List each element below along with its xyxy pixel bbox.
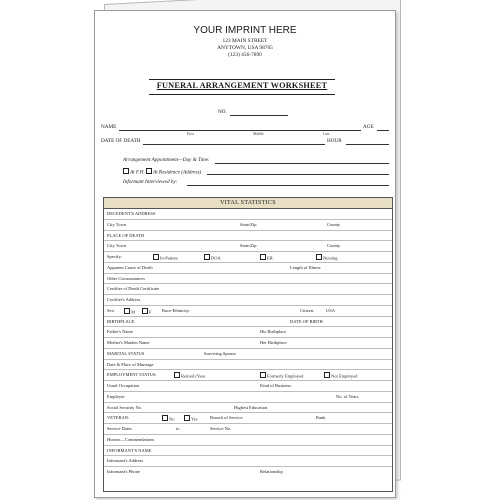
hour-field[interactable] — [346, 144, 389, 145]
decedents-address-label: DECEDENT'S ADDRESS — [107, 211, 156, 216]
form-row[interactable] — [104, 306, 392, 317]
form-title: FUNERAL ARRANGEMENT WORKSHEET — [156, 81, 328, 90]
certifier-label: Certifier of Death Certificate — [107, 286, 160, 292]
nursing-label: Nursing — [323, 255, 338, 261]
city-town-label: City Town — [107, 221, 126, 227]
form-row[interactable] — [104, 327, 392, 338]
date-of-death-label: DATE OF DEATH — [101, 138, 141, 144]
at-residence-label: At Residence (Address) — [153, 169, 202, 176]
form-row[interactable] — [104, 467, 392, 477]
sex-m-option[interactable] — [124, 308, 135, 315]
date-place-marriage-label: Date & Place of Marriage — [107, 361, 154, 367]
veteran-yes-checkbox[interactable] — [184, 415, 190, 421]
state-zip-label: State/Zip — [240, 243, 257, 249]
certifier-address-label: Certifier's Address — [107, 297, 141, 302]
veteran-no-checkbox[interactable] — [162, 415, 168, 421]
doa-option[interactable] — [204, 254, 221, 261]
age-label: AGE — [363, 124, 374, 130]
hour-label: HOUR — [327, 138, 342, 144]
branch-label: Branch of Service — [210, 415, 243, 421]
worksheet-page — [94, 10, 396, 498]
form-row[interactable] — [104, 284, 392, 295]
birthplace-label: BIRTHPLACE — [107, 318, 135, 324]
rank-label: Rank — [316, 415, 326, 421]
surviving-spouse-label: Surviving Spouse — [204, 350, 236, 356]
sex-m-checkbox[interactable] — [124, 308, 130, 314]
nursing-checkbox[interactable] — [316, 254, 322, 260]
form-row[interactable] — [104, 456, 392, 467]
middle-caption: Middle — [253, 132, 264, 136]
imprint-phone: (123) 456-7890 — [228, 52, 262, 58]
last-caption: Last — [323, 132, 330, 136]
employment-status-label: EMPLOYMENT STATUS: — [107, 372, 157, 378]
no-field[interactable] — [230, 115, 288, 116]
retired-checkbox[interactable] — [174, 372, 180, 378]
not-employed-label: Not Employed — [331, 373, 358, 379]
formerly-employed-option[interactable] — [260, 372, 303, 379]
name-field[interactable] — [119, 130, 361, 131]
citizen-value: USA — [326, 307, 336, 313]
city-town-label: City Town — [107, 243, 126, 249]
informants-address-label: Informant's Address — [107, 458, 144, 464]
specify-label: Specify: — [107, 254, 122, 259]
form-row[interactable] — [104, 424, 392, 435]
form-row[interactable] — [104, 392, 392, 403]
to-label: to — [176, 426, 180, 431]
fathers-name-label: Father's Name — [107, 329, 133, 335]
ssn-label: Social Security No. — [107, 404, 143, 410]
arrangement-label: Arrangement Appointment—Day & Time: — [123, 157, 210, 163]
retired-option[interactable] — [174, 372, 205, 379]
inpatient-checkbox[interactable] — [153, 254, 159, 260]
form-row[interactable] — [104, 241, 392, 252]
at-residence-checkbox[interactable] — [146, 168, 152, 174]
at-fh-option[interactable] — [123, 168, 145, 176]
er-option[interactable] — [260, 254, 273, 261]
nursing-option[interactable] — [316, 254, 338, 261]
form-row[interactable] — [104, 274, 392, 285]
not-employed-option[interactable] — [324, 372, 357, 379]
date-of-death-field[interactable] — [143, 144, 325, 145]
doa-checkbox[interactable] — [204, 254, 210, 260]
doa-label: DOA — [211, 255, 221, 261]
imprint-address: 123 MAIN STREET — [222, 38, 268, 44]
at-residence-option[interactable] — [146, 168, 201, 176]
first-caption: First — [187, 132, 194, 136]
highest-education-label: Highest Education — [234, 404, 268, 410]
at-fh-label: At F.H. — [130, 169, 145, 176]
form-row[interactable] — [104, 446, 392, 457]
service-dates-label: Service Dates — [107, 426, 132, 431]
county-label: County — [327, 243, 341, 249]
age-field[interactable] — [377, 130, 389, 131]
sex-m-label: M — [131, 309, 136, 315]
inpatient-option[interactable] — [153, 254, 178, 261]
imprint-city: ANYTOWN, USA 98765 — [217, 45, 273, 51]
his-birthplace-label: His Birthplace — [260, 329, 287, 335]
veteran-yes-option[interactable] — [184, 415, 198, 422]
marital-status-label: MARITAL STATUS — [107, 350, 145, 356]
no-label: NO. — [218, 109, 227, 115]
inpatient-label: In-Patient — [160, 255, 178, 261]
form-row[interactable] — [104, 231, 392, 242]
form-row[interactable] — [104, 209, 392, 220]
er-label: ER — [267, 255, 273, 261]
form-row[interactable] — [104, 252, 392, 263]
form-row[interactable] — [104, 360, 392, 371]
residence-address-field[interactable] — [207, 174, 389, 175]
not-employed-checkbox[interactable] — [324, 372, 330, 378]
form-row[interactable] — [104, 338, 392, 349]
form-row[interactable] — [104, 435, 392, 446]
imprint-name: YOUR IMPRINT HERE — [193, 25, 297, 36]
vital-statistics-section — [103, 197, 393, 492]
at-fh-checkbox[interactable] — [123, 168, 129, 174]
informants-name-label: INFORMANT'S NAME — [107, 447, 152, 453]
service-no-label: Service No. — [210, 426, 232, 431]
sex-label: Sex: — [107, 307, 116, 313]
honors-label: Honors—Commendations — [107, 436, 155, 442]
citizen-label: Citizen: — [300, 307, 315, 313]
form-row[interactable] — [104, 263, 392, 274]
place-of-death-label: PLACE OF DEATH — [107, 232, 145, 238]
form-row[interactable] — [104, 349, 392, 360]
veteran-yes-label: Yes — [191, 416, 198, 422]
sex-f-label: F — [149, 309, 152, 315]
form-row[interactable] — [104, 220, 392, 231]
length-illness-label: Length of Illness — [290, 264, 321, 270]
form-row[interactable] — [104, 317, 392, 328]
er-checkbox[interactable] — [260, 254, 266, 260]
retired-label: Retired (Year — [181, 373, 206, 379]
race-label: Race-Ethnicity: — [162, 307, 191, 313]
mothers-maiden-label: Mother's Maiden Name — [107, 340, 150, 345]
state-zip-label: State/Zip — [240, 221, 257, 227]
formerly-employed-label: Formerly Employed — [267, 373, 304, 379]
relationship-label: Relationship — [260, 469, 283, 474]
employer-label: Employer — [107, 393, 125, 399]
form-row[interactable] — [104, 295, 392, 306]
date-of-birth-label: DATE OF BIRTH — [290, 318, 323, 324]
arrangement-field[interactable] — [215, 163, 389, 164]
informant-interviewed-field[interactable] — [187, 185, 389, 186]
informant-interviewed-label: Informant Interviewed by: — [123, 179, 178, 185]
sex-f-option[interactable] — [142, 308, 152, 315]
veteran-no-label: No — [169, 416, 175, 422]
other-circumstances-label: Other Circumstances — [107, 275, 145, 281]
form-row[interactable] — [104, 381, 392, 392]
her-birthplace-label: Her Birthplace — [260, 340, 287, 345]
informants-phone-label: Informant's Phone — [107, 469, 140, 474]
veteran-no-option[interactable] — [162, 415, 175, 422]
county-label: County — [327, 221, 341, 227]
form-row[interactable] — [104, 403, 392, 414]
kind-business-label: Kind of Business — [260, 383, 292, 388]
form-row[interactable] — [104, 370, 392, 381]
vital-statistics-heading: VITAL STATISTICS — [104, 198, 392, 209]
apparent-cause-label: Apparent Cause of Death — [107, 264, 153, 270]
no-years-label: No. of Years — [336, 393, 359, 399]
formerly-employed-checkbox[interactable] — [260, 372, 266, 378]
veteran-label: VETERAN: — [107, 415, 130, 421]
name-label: NAME — [101, 124, 117, 130]
sex-f-checkbox[interactable] — [142, 308, 148, 314]
usual-occupation-label: Usual Occupation — [107, 383, 140, 388]
form-row[interactable] — [104, 413, 392, 424]
